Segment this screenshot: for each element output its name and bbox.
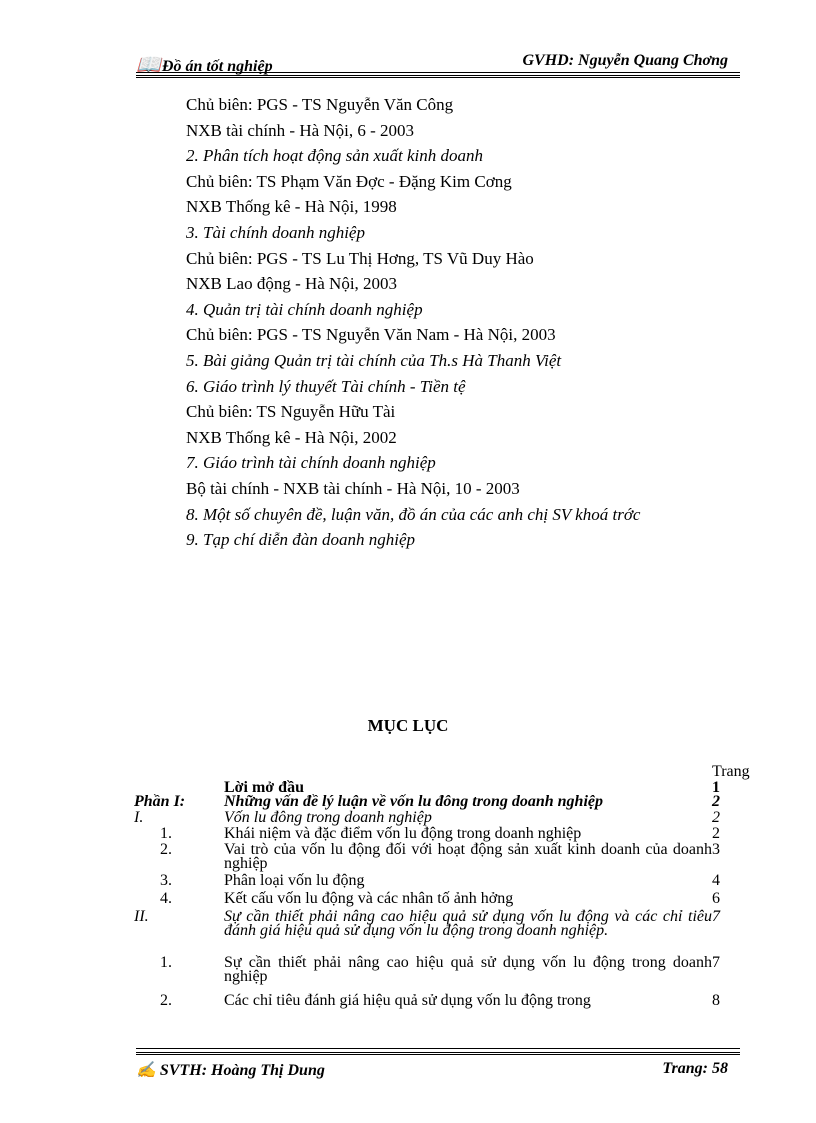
reference-line: Chủ biên: TS Phạm Văn Đợc - Đặng Kim Cơng <box>186 171 512 191</box>
toc-page: 3 <box>712 841 720 858</box>
header-left <box>136 52 273 77</box>
toc-page: 2 <box>712 809 720 826</box>
toc-page: 7 <box>712 954 720 971</box>
toc-num: 2. <box>160 992 172 1009</box>
toc-text: Vốn lu đông trong doanh nghiệp <box>224 809 432 826</box>
reference-line: Chủ biên: TS Nguyễn Hữu Tài <box>186 402 396 422</box>
toc-num: 1. <box>160 954 172 971</box>
toc-page: 2 <box>712 793 720 810</box>
toc-num: 1. <box>160 825 172 842</box>
book-icon: 📖 <box>136 54 161 76</box>
toc-text: Phân loại vốn lu động <box>224 872 365 889</box>
reference-title: 2. Phân tích hoạt động sản xuất kinh doanh <box>186 146 484 166</box>
toc-text: Các chỉ tiêu đánh giá hiệu quả sử dụng vốn lu động trong <box>224 992 591 1009</box>
toc-num: Phần I: <box>134 793 186 810</box>
toc-text: Những vấn đề lý luận về vốn lu đông trong doanh nghiệp <box>224 793 603 810</box>
footer-rule <box>136 1048 740 1049</box>
reference-title: 3. Tài chính doanh nghiệp <box>186 222 365 242</box>
reference-line: NXB Thống kê - Hà Nội, 2002 <box>186 427 397 447</box>
toc-num: 4. <box>160 890 172 907</box>
header-right-text: GVHD: Nguyễn Quang Chơng <box>522 52 728 69</box>
footer-student: SVTH: Hoàng Thị Dung <box>159 1062 325 1079</box>
toc-page: 7 <box>712 908 720 925</box>
toc-page: 4 <box>712 872 720 889</box>
reference-line: NXB Thống kê - Hà Nội, 1998 <box>186 197 397 217</box>
footer-page-number: Trang: 58 <box>662 1060 728 1077</box>
toc-num: 3. <box>160 872 172 889</box>
toc-text: Kết cấu vốn lu động và các nhân tố ảnh hởng <box>224 890 514 907</box>
toc-row <box>134 956 758 994</box>
toc-page: 6 <box>712 890 720 907</box>
toc-text: Vai trò của vốn lu động đối với hoạt động sản xuất kinh doanh của doanh nghiệp <box>224 841 712 872</box>
reference-line: NXB Lao động - Hà Nội, 2003 <box>186 274 398 294</box>
reference-title: 8. Một số chuyên đề, luận văn, đồ án của các anh chị SV khoá trớc <box>186 504 641 524</box>
page-footer <box>136 1060 740 1082</box>
toc-text: Sự cần thiết phải nâng cao hiệu quả sử dụng vốn lu động trong doanh nghiệp <box>224 954 712 985</box>
toc-row <box>134 910 758 956</box>
reference-line: Chủ biên: PGS - TS Lu Thị Hơng, TS Vũ Duy Hào <box>186 248 534 268</box>
toc-row <box>134 994 758 1010</box>
toc-text: Khái niệm và đặc điểm vốn lu động trong doanh nghiệp <box>224 825 582 842</box>
reference-line: NXB tài chính - Hà Nội, 6 - 2003 <box>186 120 415 140</box>
toc-page-header: Trang <box>712 763 750 780</box>
reference-title: 5. Bài giảng Quản trị tài chính của Th.s Hà Thanh Việt <box>186 350 562 370</box>
toc-num: II. <box>134 908 149 925</box>
page-header <box>136 46 740 74</box>
toc-text: Lời mở đầu <box>224 779 304 796</box>
table-of-contents <box>134 765 758 1010</box>
header-rule <box>136 72 740 73</box>
toc-page: 8 <box>712 992 720 1009</box>
pen-icon: ✍ <box>136 1062 156 1079</box>
footer-double-rule <box>136 1052 740 1055</box>
header-left-text: Đồ án tốt nghiệp <box>161 58 273 75</box>
toc-title: MỤC LỤC <box>367 716 449 735</box>
toc-num: 2. <box>160 841 172 858</box>
reference-title: 4. Quản trị tài chính doanh nghiệp <box>186 299 423 319</box>
footer-left <box>136 1060 325 1080</box>
toc-page: 1 <box>712 779 720 796</box>
reference-title: 7. Giáo trình tài chính doanh nghiệp <box>186 453 436 473</box>
reference-line: Chủ biên: PGS - TS Nguyễn Văn Công <box>186 95 454 114</box>
reference-title: 9. Tạp chí diễn đàn doanh nghiệp <box>186 530 416 550</box>
toc-text: Sự cần thiết phải nâng cao hiệu quả sử dụng vốn lu động và các chỉ tiêu đánh giá hiệu quả sử dụng vốn lu động trong doanh nghiệp. <box>224 908 712 939</box>
reference-line: Chủ biên: PGS - TS Nguyễn Văn Nam - Hà Nội, 2003 <box>186 325 556 345</box>
reference-line: Bộ tài chính - NXB tài chính - Hà Nội, 10 - 2003 <box>186 478 520 498</box>
reference-title: 6. Giáo trình lý thuyết Tài chính - Tiền tệ <box>186 376 466 396</box>
reference-list <box>186 92 746 553</box>
toc-num: I. <box>134 809 144 826</box>
header-double-rule <box>136 75 740 78</box>
toc-page: 2 <box>712 825 720 842</box>
toc-row <box>134 843 758 874</box>
